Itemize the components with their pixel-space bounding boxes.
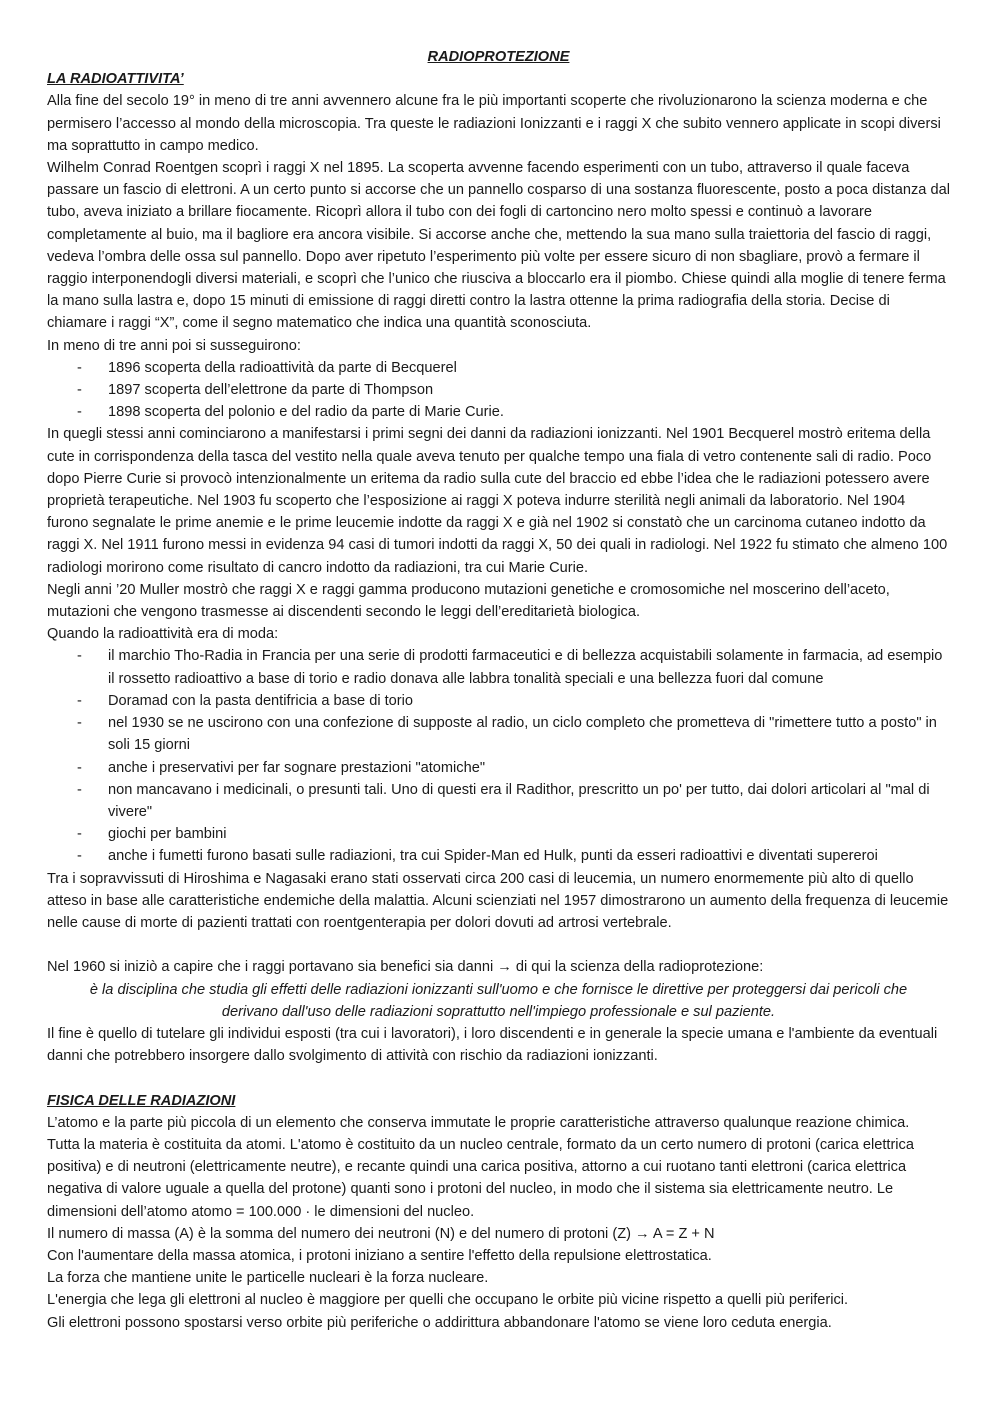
paragraph: L'energia che lega gli elettroni al nucleo è maggiore per quelli che occupano le orbite più vicine rispetto a quelli più periferici.	[47, 1292, 849, 1309]
fashion-list	[47, 645, 950, 867]
paragraph: L’atomo e la parte più piccola di un elemento che conserva immutate le proprie caratteristiche attraverso qualunque reazione chimica.	[47, 1114, 910, 1131]
paragraph: Gli elettroni possono spostarsi verso orbite più periferiche o addirittura abbandonare l'atomo se viene loro ceduta energia.	[47, 1314, 832, 1331]
document-title: RADIOPROTEZIONE	[427, 49, 570, 65]
list-item: - 1898 scoperta del polonio e del radio da parte di Marie Curie.	[47, 401, 950, 423]
list-item: - il marchio Tho-Radia in Francia per una serie di prodotti farmaceutici e di bellezza acquistabili solamente in farmacia, ad esempio il rossetto radioattivo a base di torio e radio donava alle labbra tonalità speciali e una bellezza fuori dal comune	[47, 645, 950, 689]
paragraph: In meno di tre anni poi si susseguirono:	[47, 337, 301, 354]
list-item: - 1896 scoperta della radioattività da parte di Becquerel	[47, 357, 950, 379]
paragraph: Tra i sopravvissuti di Hiroshima e Nagasaki erano stati osservati circa 200 casi di leucemia, un numero enormemente più alto di quello atteso in base alle caratteristiche endemiche della malattia. Alcuni scienziati nel 1957 dimostrarono un aumento della frequenza di leucemie nelle cause di morte di pazienti trattati con roentgenterapia per dolori dovuti ad artrosi vertebrale.	[47, 870, 949, 931]
paragraph: Wilhelm Conrad Roentgen scoprì i raggi X nel 1895. La scoperta avvenne facendo esperimenti con un tubo, attraverso il quale faceva passare un fascio di elettroni. A un certo punto si accorse che un pannello cosparso di una sostanza fluorescente, posto a poca distanza dal tubo, aveva iniziato a brillare fiocamente. Ricoprì allora il tubo con dei fogli di cartoncino nero molto spessi e continuò a lavorare completamente al buio, ma il bagliore era ancora visibile. Si accorse anche che, mettendo la sua mano sulla traiettoria del fascio di raggi, vedeva l’ombra delle ossa sul pannello. Dopo aver ripetuto l’esperimento più volte per essere sicuro di non sbagliare, provò a fermare il raggio interponendogli diversi materiali, e scoprì che l’unico che riusciva a bloccarlo era il piombo. Chiese quindi alla moglie di tenere ferma la mano sulla lastra e, dopo 15 minuti di emissione di raggi diretti contro la lastra ottenne la prima radiografia della storia. Decise di chiamare i raggi “X”, come il segno matematico che indica una quantità sconosciuta.	[47, 160, 950, 332]
paragraph: In quegli stessi anni cominciarono a manifestarsi i primi segni dei danni da radiazioni ionizzanti. Nel 1901 Becquerel mostrò eritema della cute in corrispondenza della tasca del vestito nella quale aveva tenuto per qualche tempo una fiala di vetro contenente sali di radio. Poco dopo Pierre Curie si provocò intenzionalmente un eritema da radio sulla cute del braccio ed ebbe l’idea che le radiazioni potessero avere proprietà terapeutiche. Nel 1903 fu scoperto che l’esposizione ai raggi X poteva indurre sterilità negli animali da laboratorio. Nel 1904 furono segnalate le prime anemie e le prime leucemie indotte da raggi X e già nel 1902 si constatò che un carcinoma cutaneo indotto da raggi X. Nel 1911 furono messi in evidenza 94 casi di tumori indotti da raggi X, 50 dei quali in radiologi. Nel 1922 fu stimato che almeno 100 radiologi morirono come risultato di cancro indotto da radiazioni, tra cui Marie Curie.	[47, 426, 948, 576]
paragraph: Con l'aumentare della massa atomica, i protoni iniziano a sentire l'effetto della repulsione elettrostatica.	[47, 1247, 712, 1264]
paragraph: Negli anni ’20 Muller mostrò che raggi X e raggi gamma producono mutazioni genetiche e cromosomiche nel moscerino dell’aceto, mutazioni che vengono trasmesse ai discendenti secondo le leggi dell’ereditarietà biologica.	[47, 581, 890, 621]
paragraph: Tutta la materia è costituita da atomi. L'atomo è costituito da un nucleo centrale, formato da un certo numero di protoni (carica elettrica positiva) e di neutroni (elettricamente neutre), e recante quindi una carica positiva, attorno a cui ruotano tanti elettroni (carica elettrica negativa di valore uguale a quella del protone) quanti sono i protoni del nucleo, in modo che il sistema sia elettricamente neutro. Le dimensioni dell’atomo atomo = 100.000 · le dimensioni del nucleo.	[47, 1136, 914, 1220]
list-item: - anche i fumetti furono basati sulle radiazioni, tra cui Spider-Man ed Hulk, punti da esseri radioattivi e diventati supereroi	[47, 845, 950, 867]
blank-line	[47, 1067, 950, 1089]
paragraph: Il fine è quello di tutelare gli individui esposti (tra cui i lavoratori), i loro discendenti e in generale la specie umana e l'ambiente da eventuali danni che potrebbero insorgere dallo svolgimento di attività con rischio da radiazioni ionizzanti.	[47, 1025, 938, 1065]
list-item: - 1897 scoperta dell’elettrone da parte di Thompson	[47, 379, 950, 401]
definition-quote: è la disciplina che studia gli effetti delle radiazioni ionizzanti sull'uomo e che fornisce le direttive per proteggersi dai pericoli che derivano dall'uso delle radiazioni soprattutto nell'impiego professionale e sul paziente.	[89, 981, 908, 1020]
paragraph: Nel 1960 si iniziò a capire che i raggi portavano sia benefici sia danni → di qui la scienza della radioprotezione:	[47, 959, 764, 976]
blank-line	[47, 934, 950, 956]
paragraph: Alla fine del secolo 19° in meno di tre anni avvennero alcune fra le più importanti scoperte che rivoluzionarono la scienza moderna e che permisero l’accesso al mondo della microscopia. Tra queste le radiazioni Ionizzanti e i raggi X che subito vennero applicate in scopi diversi ma soprattutto in campo medico.	[47, 93, 941, 154]
paragraph: Il numero di massa (A) è la somma del numero dei neutroni (N) e del numero di protoni (Z) → A = Z + N	[47, 1225, 715, 1242]
section-heading-fisica: FISICA DELLE RADIAZIONI	[47, 1092, 236, 1109]
list-item: - non mancavano i medicinali, o presunti tali. Uno di questi era il Radithor, prescritto un po' per tutto, dai dolori articolari al "mal di vivere"	[47, 779, 950, 823]
paragraph: La forza che mantiene unite le particelle nucleari è la forza nucleare.	[47, 1270, 489, 1287]
section-heading-radioattivita: LA RADIOATTIVITA’	[47, 71, 184, 88]
list-item: - Doramad con la pasta dentifricia a base di torio	[47, 690, 950, 712]
discoveries-list	[47, 357, 950, 424]
list-item: - giochi per bambini	[47, 823, 950, 845]
list-item: - anche i preservativi per far sognare prestazioni "atomiche"	[47, 757, 950, 779]
list-item: - nel 1930 se ne uscirono con una confezione di supposte al radio, un ciclo completo che prometteva di "rimettere tutto a posto" in soli 15 giorni	[47, 712, 950, 756]
paragraph: Quando la radioattività era di moda:	[47, 626, 279, 643]
